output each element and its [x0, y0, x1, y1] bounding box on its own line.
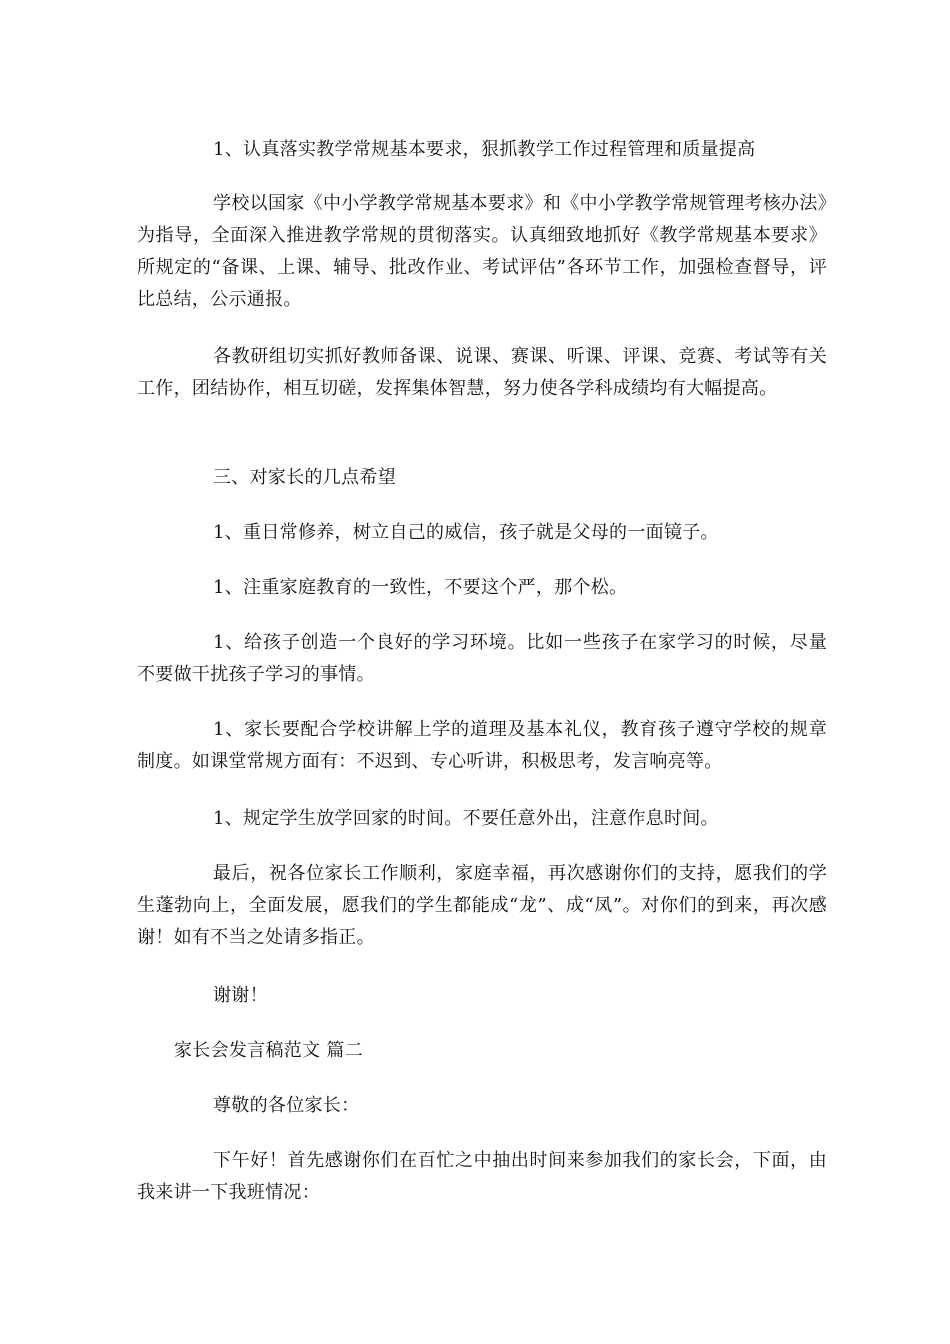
paragraph-hope-school-rules: 1、家长要配合学校讲解上学的道理及基本礼仪，教育孩子遵守学校的规章制度。如课堂常规方面有：不迟到、专心听讲，积极思考，发言响亮等。: [137, 719, 827, 772]
paragraph-intro: 下午好！首先感谢你们在百忙之中抽出时间来参加我们的家长会，下面，由我来讲一下我班情况：: [137, 1150, 827, 1203]
paragraph-teaching-standards: 学校以国家《中小学教学常规基本要求》和《中小学教学常规管理考核办法》为指导，全面深入推进教学常规的贯彻落实。认真细致地抓好《教学常规基本要求》所规定的“备课、上课、辅导、批改作业、考试评估”各环节工作，加强检查督导，评比总结，公示通报。: [137, 193, 827, 310]
paragraph-greeting: 尊敬的各位家长：: [213, 1095, 360, 1116]
paragraph-closing: 最后，祝各位家长工作顺利，家庭幸福，再次感谢你们的支持，愿我们的学生蓬勃向上，全面发展，愿我们的学生都能成“龙”、成“凤”。对你们的到来，再次感谢！如有不当之处请多指正。: [137, 863, 827, 948]
paragraph-hope-self-cultivation: 1、重日常修养，树立自己的威信，孩子就是父母的一面镜子。: [213, 522, 719, 543]
paragraph-hope-environment: 1、给孩子创造一个良好的学习环境。比如一些孩子在家学习的时候，尽量不要做干扰孩子学习的事情。: [137, 632, 827, 685]
section-heading-parent-hopes: 三、对家长的几点希望: [213, 467, 396, 488]
paragraph-item-1-heading: 1、认真落实教学常规基本要求，狠抓教学工作过程管理和质量提高: [213, 139, 756, 160]
section-title-part-two: 家长会发言稿范文 篇二: [174, 1040, 364, 1061]
paragraph-research-groups: 各教研组切实抓好教师备课、说课、赛课、听课、评课、竞赛、考试等有关工作，团结协作，相互切磋，发挥集体智慧，努力使各学科成绩均有大幅提高。: [137, 346, 827, 399]
paragraph-hope-consistency: 1、注重家庭教育的一致性，不要这个严，那个松。: [213, 577, 628, 598]
paragraph-hope-schedule: 1、规定学生放学回家的时间。不要任意外出，注意作息时间。: [213, 808, 719, 829]
paragraph-thanks: 谢谢！: [213, 985, 268, 1006]
